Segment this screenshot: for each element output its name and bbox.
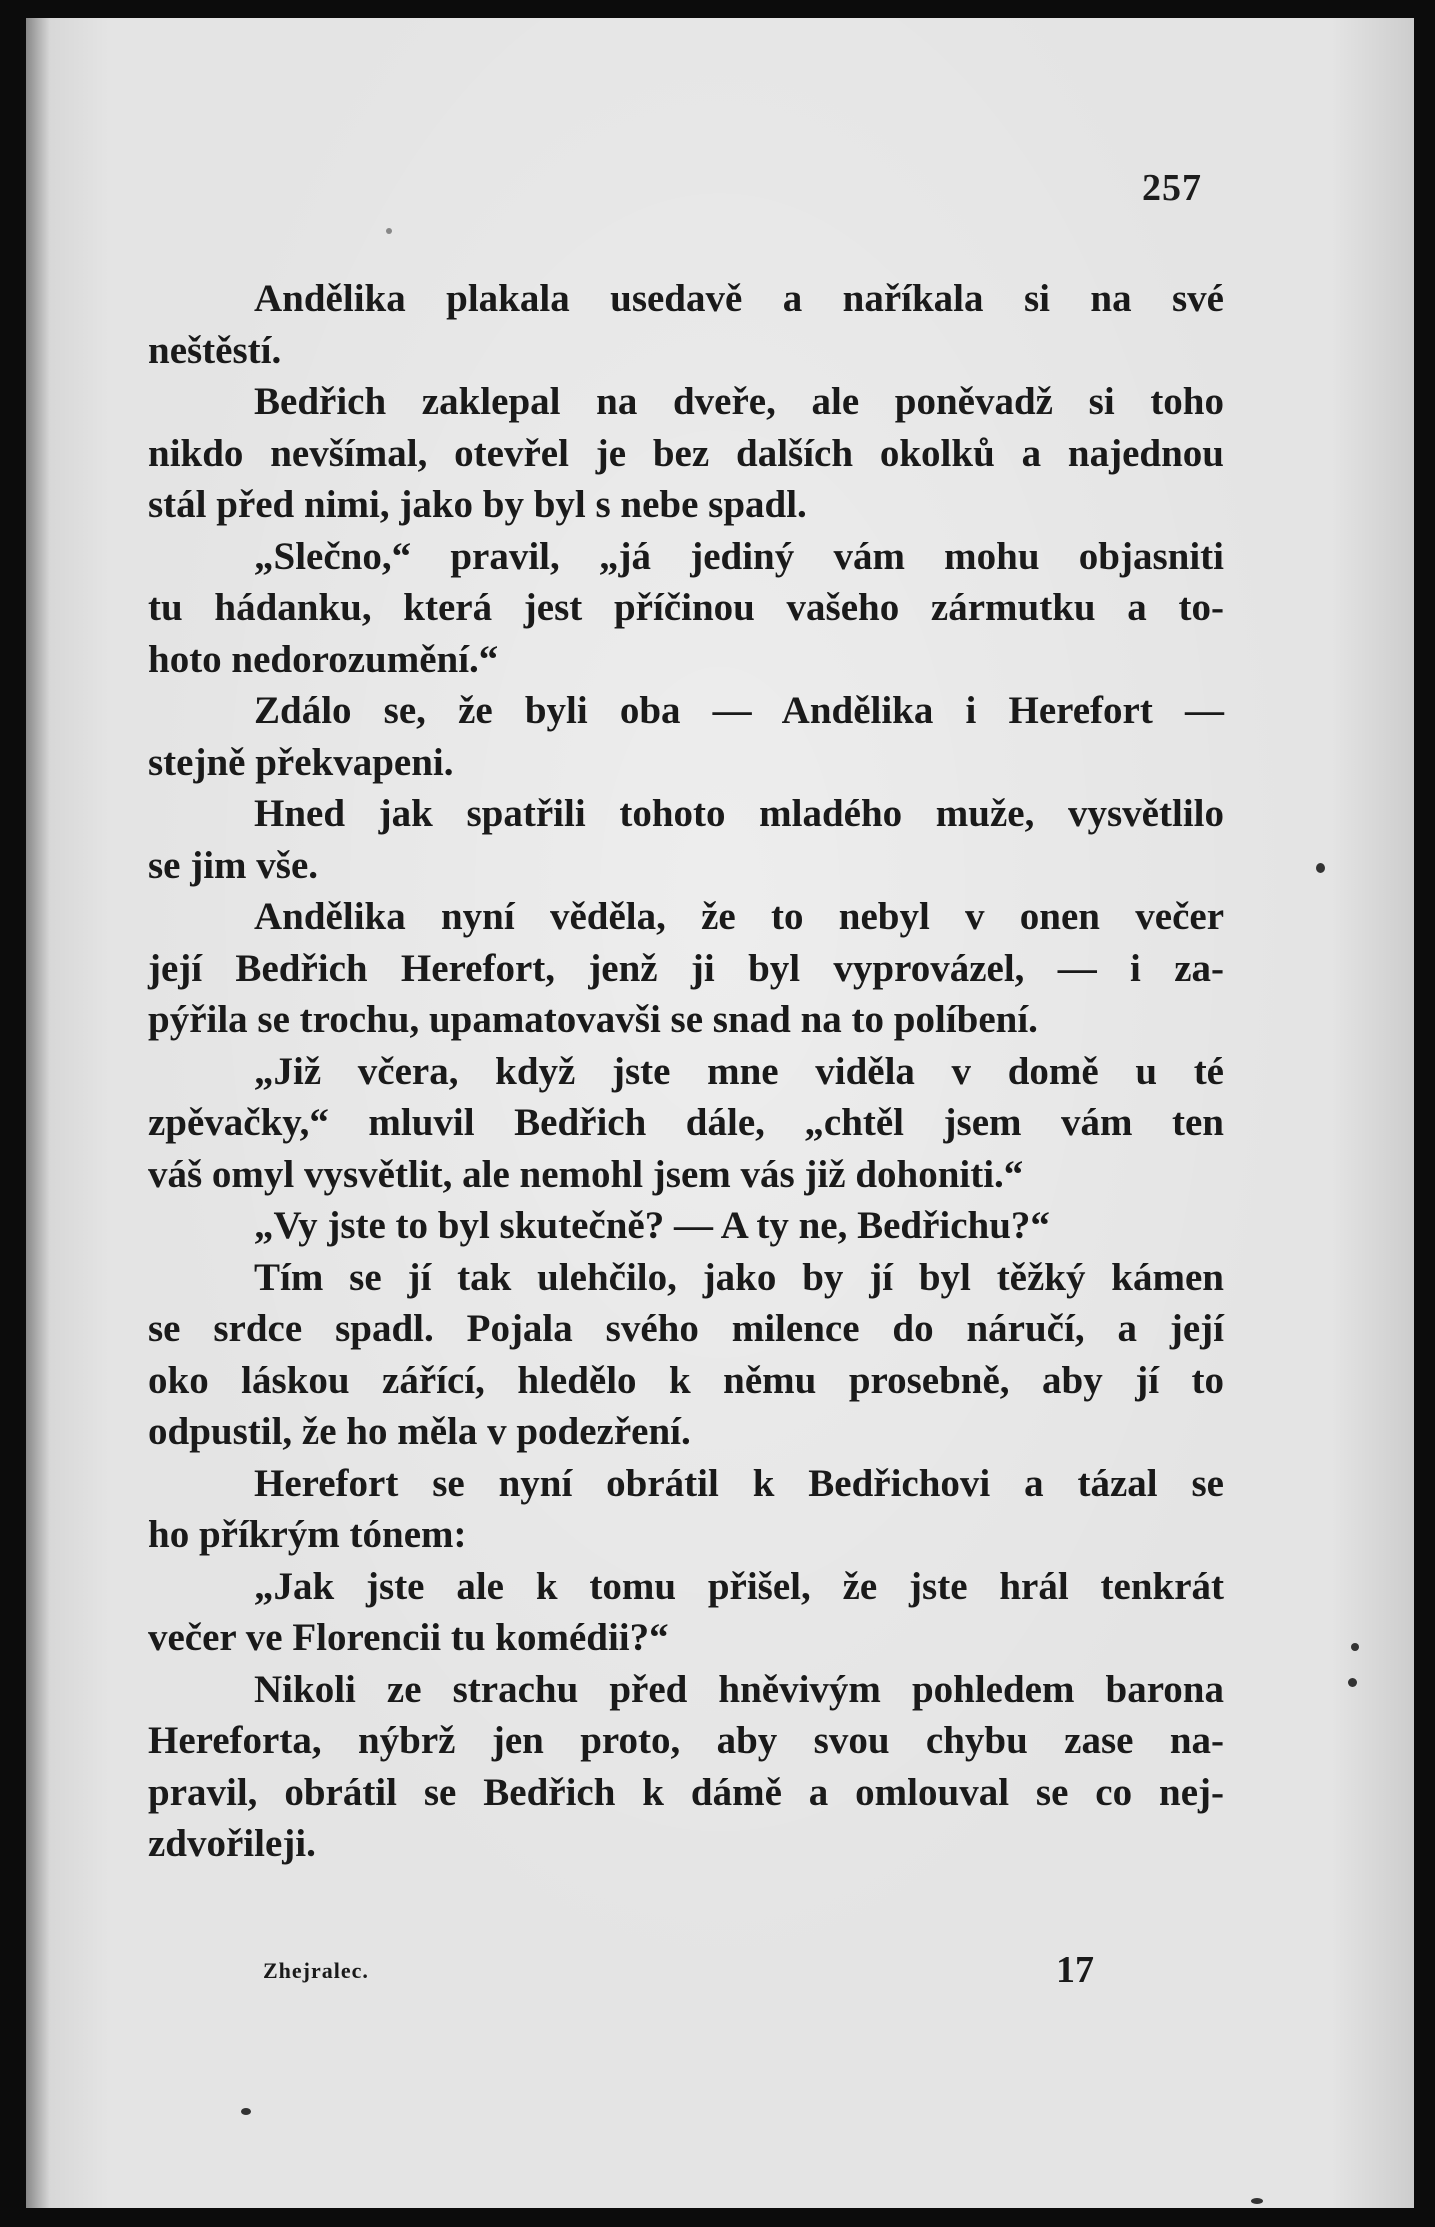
text-line: stál před nimi, jako by byl s nebe spadl. (148, 483, 807, 526)
paragraph (148, 788, 1224, 891)
text-line: „Již včera, když jste mne viděla v domě u té (254, 1049, 1224, 1093)
text-line: se srdce spadl. Pojala svého milence do náručí, a její (148, 1307, 1224, 1350)
text-line: stejně překvapeni. (148, 740, 454, 784)
paragraph (148, 1561, 1224, 1664)
scan-speck (1316, 863, 1325, 873)
text-line: Nikoli ze strachu před hněvivým pohledem barona (254, 1667, 1224, 1711)
scan-speck (241, 2108, 251, 2115)
text-line: neštěstí. (148, 328, 282, 372)
text-line: večer ve Florencii tu komédii?“ (148, 1616, 669, 1659)
paragraph (148, 1252, 1224, 1458)
signature-number: 17 (1056, 1949, 1094, 1991)
text-line: pýřila se trochu, upamatovavši se snad na to políbení. (148, 998, 1038, 1041)
text-line: nikdo nevšímal, otevřel je bez dalších okolků a najednou (148, 431, 1224, 475)
text-line: se jim vše. (148, 843, 319, 887)
body-text (148, 273, 1224, 1870)
paragraph (148, 531, 1224, 686)
text-line: Bedřich zaklepal na dveře, ale poněvadž si toho (254, 380, 1224, 423)
paragraph (148, 1458, 1224, 1561)
paragraph (148, 1046, 1224, 1201)
page-edge-shadow (26, 18, 50, 2208)
text-line: její Bedřich Herefort, jenž ji byl vyprovázel, — i za- (148, 946, 1224, 990)
text-line: zdvořileji. (148, 1822, 316, 1865)
text-line: Andělika nyní věděla, že to nebyl v onen večer (254, 895, 1224, 938)
text-line: odpustil, že ho měla v podezření. (148, 1410, 691, 1453)
scanned-page (26, 18, 1414, 2208)
text-line: „Slečno,“ pravil, „já jediný vám mohu objasniti (254, 534, 1224, 578)
paragraph (148, 685, 1224, 788)
paragraph (148, 891, 1224, 1046)
text-line: oko láskou zářící, hledělo k němu prosebně, aby jí to (148, 1358, 1224, 1402)
text-line: Zdálo se, že byli oba — Andělika i Herefort — (254, 689, 1224, 732)
scan-speck (386, 228, 392, 234)
text-line: hoto nedorozumění.“ (148, 637, 499, 681)
text-line: Tím se jí tak ulehčilo, jako by jí byl těžký kámen (254, 1255, 1224, 1299)
printer-signature-mark: Zhejralec. (263, 1958, 369, 1983)
page-number: 257 (1142, 167, 1202, 209)
text-line: váš omyl vysvětlit, ale nemohl jsem vás již dohoniti.“ (148, 1152, 1024, 1196)
text-line: Herefort se nyní obrátil k Bedřichovi a tázal se (254, 1461, 1224, 1505)
paragraph (148, 273, 1224, 376)
scan-speck (1251, 2198, 1263, 2204)
paragraph (148, 1664, 1224, 1870)
text-line: tu hádanku, která jest příčinou vašeho zármutku a to- (148, 586, 1224, 629)
text-line: „Vy jste to byl skutečně? — A ty ne, Bedřichu?“ (254, 1204, 1050, 1247)
text-line: Hned jak spatřili tohoto mladého muže, vysvětlilo (254, 792, 1224, 835)
paragraph (148, 376, 1224, 531)
paragraph (148, 1200, 1224, 1252)
text-line: zpěvačky,“ mluvil Bedřich dále, „chtěl jsem vám ten (148, 1101, 1224, 1144)
scan-speck (1348, 1678, 1357, 1687)
scan-speck (1351, 1643, 1359, 1651)
text-line: ho příkrým tónem: (148, 1513, 467, 1556)
text-line: „Jak jste ale k tomu přišel, že jste hrál tenkrát (254, 1564, 1224, 1608)
text-line: Hereforta, nýbrž jen proto, aby svou chybu zase na- (148, 1719, 1224, 1762)
text-line: Andělika plakala usedavě a naříkala si na své (254, 277, 1224, 320)
text-line: pravil, obrátil se Bedřich k dámě a omlouval se co nej- (148, 1770, 1224, 1814)
